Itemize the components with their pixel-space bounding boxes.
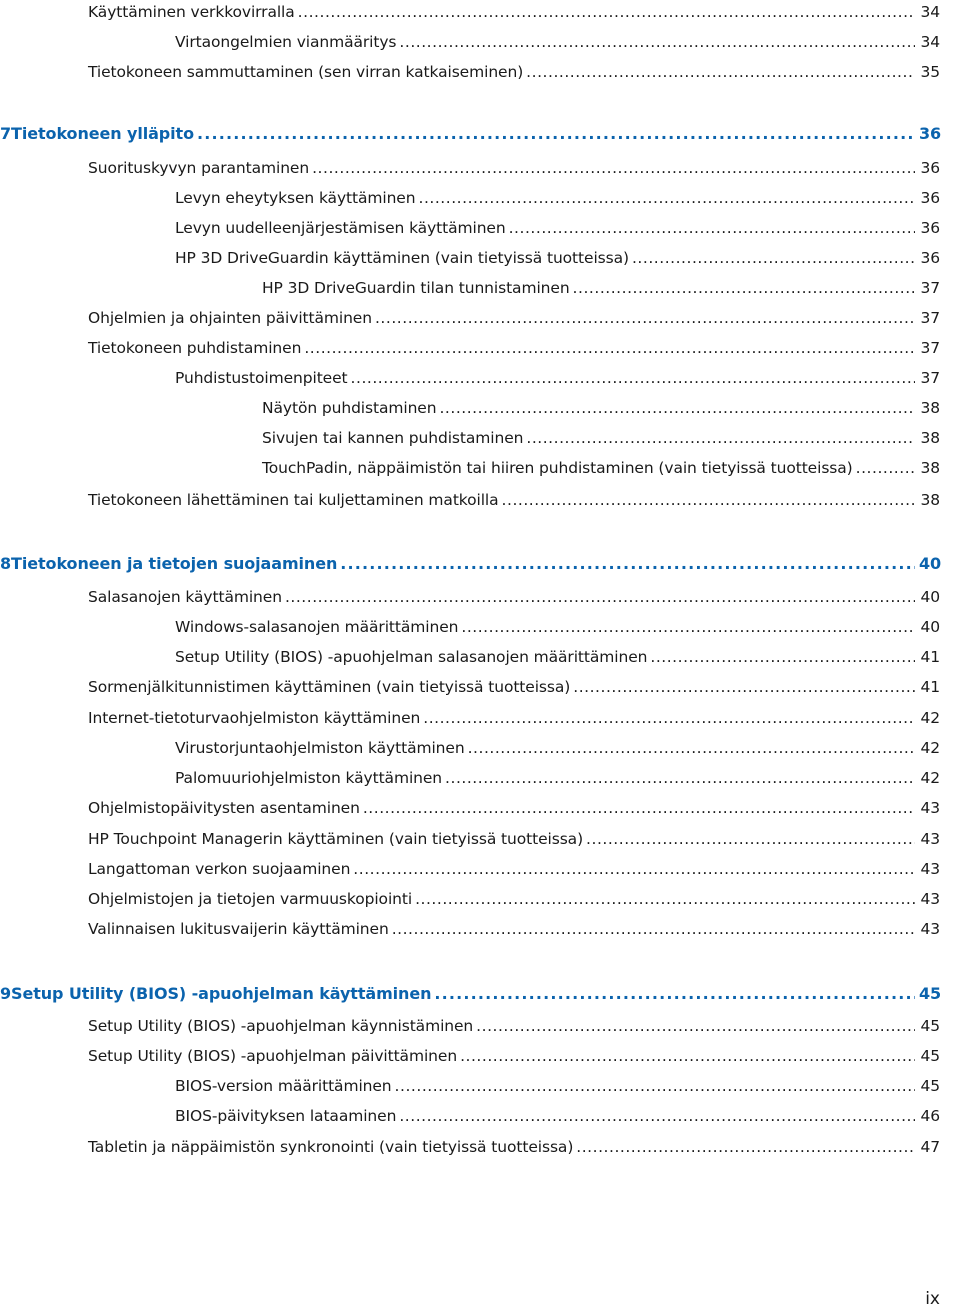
- toc-page-number: 43: [920, 920, 940, 938]
- dot-leader: [573, 675, 915, 699]
- dot-leader: [460, 1044, 915, 1068]
- toc-entry-title: Tietokoneen puhdistaminen: [88, 339, 302, 357]
- toc-entry[interactable]: [175, 246, 940, 270]
- toc-entry-title: Virtaongelmien vianmääritys: [175, 33, 397, 51]
- dot-leader: [526, 60, 915, 84]
- toc-page-number: 38: [920, 491, 940, 509]
- toc-entry-title: Virustorjuntaohjelmiston käyttäminen: [175, 739, 465, 757]
- toc-page-number: 43: [920, 890, 940, 908]
- toc-entry[interactable]: [175, 216, 940, 240]
- toc-page-number: 36: [920, 249, 940, 267]
- toc-entry[interactable]: [175, 615, 940, 639]
- toc-entry[interactable]: [175, 766, 940, 790]
- toc-entry[interactable]: [88, 585, 940, 609]
- dot-leader: [434, 982, 915, 1006]
- chapter-number: 9: [0, 984, 12, 1003]
- toc-entry-title: Setup Utility (BIOS) -apuohjelman salasanojen määrittäminen: [175, 648, 648, 666]
- toc-page-number: 34: [920, 33, 940, 51]
- toc-entry-title: HP 3D DriveGuardin käyttäminen (vain tietyissä tuotteissa): [175, 249, 629, 267]
- dot-leader: [285, 585, 915, 609]
- toc-page-number: 37: [920, 339, 940, 357]
- toc-page-number: 42: [920, 739, 940, 757]
- dot-leader: [415, 887, 915, 911]
- toc-page-number: 45: [919, 984, 942, 1003]
- chapter-number: 8: [0, 554, 12, 573]
- toc-page-number: 45: [920, 1017, 940, 1035]
- toc-entry[interactable]: [88, 857, 940, 881]
- toc-page-number: 36: [920, 189, 940, 207]
- toc-page-number: 47: [920, 1138, 940, 1156]
- dot-leader: [461, 615, 915, 639]
- toc-page-number: 38: [920, 459, 940, 477]
- page-number: ix: [925, 1289, 940, 1309]
- toc-entry-title: Internet-tietoturvaohjelmiston käyttäminen: [88, 709, 421, 727]
- toc-entry-title: Ohjelmistojen ja tietojen varmuuskopiointi: [88, 890, 413, 908]
- toc-page-number: 37: [920, 369, 940, 387]
- toc-entry-title: Windows-salasanojen määrittäminen: [175, 618, 459, 636]
- toc-entry-title: Ohjelmien ja ohjainten päivittäminen: [88, 309, 372, 327]
- dot-leader: [439, 396, 915, 420]
- dot-leader: [197, 122, 915, 146]
- dot-leader: [423, 706, 915, 730]
- toc-page-number: 36: [920, 159, 940, 177]
- toc-entry-title: Levyn eheytyksen käyttäminen: [175, 189, 416, 207]
- toc-page-number: 40: [920, 588, 940, 606]
- toc-page-number: 45: [920, 1077, 940, 1095]
- toc-entry-title: Setup Utility (BIOS) -apuohjelman päivittäminen: [88, 1047, 458, 1065]
- toc-entry[interactable]: [88, 336, 940, 360]
- dot-leader: [298, 0, 915, 24]
- toc-entry-title: TouchPadin, näppäimistön tai hiiren puhdistaminen (vain tietyissä tuotteissa): [262, 459, 853, 477]
- chapter-number: 7: [0, 124, 12, 143]
- dot-leader: [375, 306, 915, 330]
- toc-page-number: 46: [920, 1107, 940, 1125]
- dot-leader: [509, 216, 915, 240]
- toc-entry-title: Langattoman verkon suojaaminen: [88, 860, 351, 878]
- toc-entry[interactable]: [262, 456, 940, 480]
- toc-page-number: 40: [919, 554, 942, 573]
- toc-entry-title: Tabletin ja näppäimistön synkronointi (vain tietyissä tuotteissa): [88, 1138, 574, 1156]
- toc-entry[interactable]: [88, 887, 940, 911]
- toc-page-number: 35: [920, 63, 940, 81]
- toc-entry-title: Näytön puhdistaminen: [262, 399, 437, 417]
- toc-entry-title: Levyn uudelleenjärjestämisen käyttäminen: [175, 219, 506, 237]
- toc-page-number: 40: [920, 618, 940, 636]
- dot-leader: [526, 426, 915, 450]
- toc-page-number: 37: [920, 309, 940, 327]
- toc-entry-title: Sormenjälkitunnistimen käyttäminen (vain tietyissä tuotteissa): [88, 678, 571, 696]
- toc-page-number: 43: [920, 860, 940, 878]
- toc-chapter-entry[interactable]: [0, 122, 940, 146]
- toc-entry[interactable]: [88, 488, 940, 512]
- toc-entry-title: BIOS-päivityksen lataaminen: [175, 1107, 397, 1125]
- dot-leader: [502, 488, 915, 512]
- toc-page-number: 45: [920, 1047, 940, 1065]
- toc-entry[interactable]: [262, 276, 940, 300]
- dot-leader: [351, 366, 915, 390]
- toc-entry[interactable]: [175, 1104, 940, 1128]
- toc-entry[interactable]: [88, 306, 940, 330]
- toc-page-number: 42: [920, 769, 940, 787]
- toc-entry[interactable]: [88, 706, 940, 730]
- dot-leader: [399, 30, 915, 54]
- toc-entry-title: Setup Utility (BIOS) -apuohjelman käynnistäminen: [88, 1017, 474, 1035]
- toc-page-number: 36: [920, 219, 940, 237]
- toc-entry[interactable]: [262, 396, 940, 420]
- toc-page-number: 38: [920, 399, 940, 417]
- toc-entry-title: Ohjelmistopäivitysten asentaminen: [88, 799, 360, 817]
- toc-entry-title: Setup Utility (BIOS) -apuohjelman käyttäminen: [11, 984, 432, 1003]
- toc-entry[interactable]: [88, 60, 940, 84]
- toc-entry[interactable]: [175, 186, 940, 210]
- dot-leader: [304, 336, 915, 360]
- toc-entry[interactable]: [175, 645, 940, 669]
- toc-entry-title: Suorituskyvyn parantaminen: [88, 159, 310, 177]
- dot-leader: [395, 1074, 915, 1098]
- toc-entry[interactable]: [88, 675, 940, 699]
- toc-page-number: 37: [920, 279, 940, 297]
- toc-entry-title: BIOS-version määrittäminen: [175, 1077, 392, 1095]
- toc-page-number: 38: [920, 429, 940, 447]
- dot-leader: [856, 456, 915, 480]
- dot-leader: [392, 917, 915, 941]
- dot-leader: [445, 766, 915, 790]
- dot-leader: [632, 246, 915, 270]
- toc-entry[interactable]: [88, 917, 940, 941]
- toc-entry-title: Puhdistustoimenpiteet: [175, 369, 348, 387]
- toc-entry[interactable]: [88, 796, 940, 820]
- dot-leader: [576, 1135, 915, 1159]
- toc-page-number: 43: [920, 830, 940, 848]
- dot-leader: [340, 552, 915, 576]
- toc-entry-title: Tietokoneen ylläpito: [11, 124, 194, 143]
- toc-entry-title: Tietokoneen ja tietojen suojaaminen: [11, 554, 338, 573]
- dot-leader: [399, 1104, 915, 1128]
- toc-page-number: 43: [920, 799, 940, 817]
- toc-entry-title: Tietokoneen sammuttaminen (sen virran katkaiseminen): [88, 63, 524, 81]
- toc-page-number: 42: [920, 709, 940, 727]
- toc-entry[interactable]: [175, 30, 940, 54]
- toc-entry-title: HP 3D DriveGuardin tilan tunnistaminen: [262, 279, 570, 297]
- toc-entry-title: Sivujen tai kannen puhdistaminen: [262, 429, 524, 447]
- toc-entry-title: Tietokoneen lähettäminen tai kuljettaminen matkoilla: [88, 491, 499, 509]
- dot-leader: [573, 276, 915, 300]
- toc-entry-title: Palomuuriohjelmiston käyttäminen: [175, 769, 443, 787]
- toc-entry[interactable]: [262, 426, 940, 450]
- toc-entry[interactable]: [175, 366, 940, 390]
- dot-leader: [468, 736, 915, 760]
- toc-entry[interactable]: [175, 1074, 940, 1098]
- toc-page-number: 41: [920, 678, 940, 696]
- dot-leader: [476, 1014, 915, 1038]
- toc-page-number: 34: [920, 3, 940, 21]
- toc-entry[interactable]: [88, 1014, 940, 1038]
- toc-entry[interactable]: [175, 736, 940, 760]
- toc-entry[interactable]: [88, 156, 940, 180]
- toc-entry[interactable]: [88, 0, 940, 24]
- toc-entry-title: Salasanojen käyttäminen: [88, 588, 282, 606]
- dot-leader: [353, 857, 915, 881]
- toc-entry[interactable]: [88, 1135, 940, 1159]
- toc-entry[interactable]: [88, 1044, 940, 1068]
- toc-entry[interactable]: [88, 827, 940, 851]
- dot-leader: [650, 645, 915, 669]
- toc-entry-title: Käyttäminen verkkovirralla: [88, 3, 295, 21]
- toc-page-number: 41: [920, 648, 940, 666]
- dot-leader: [586, 827, 915, 851]
- toc-chapter-entry[interactable]: [0, 982, 940, 1006]
- toc-entry-title: HP Touchpoint Managerin käyttäminen (vain tietyissä tuotteissa): [88, 830, 584, 848]
- toc-page-number: 36: [919, 124, 942, 143]
- dot-leader: [312, 156, 915, 180]
- dot-leader: [418, 186, 915, 210]
- toc-chapter-entry[interactable]: [0, 552, 940, 576]
- dot-leader: [363, 796, 915, 820]
- toc-entry-title: Valinnaisen lukitusvaijerin käyttäminen: [88, 920, 389, 938]
